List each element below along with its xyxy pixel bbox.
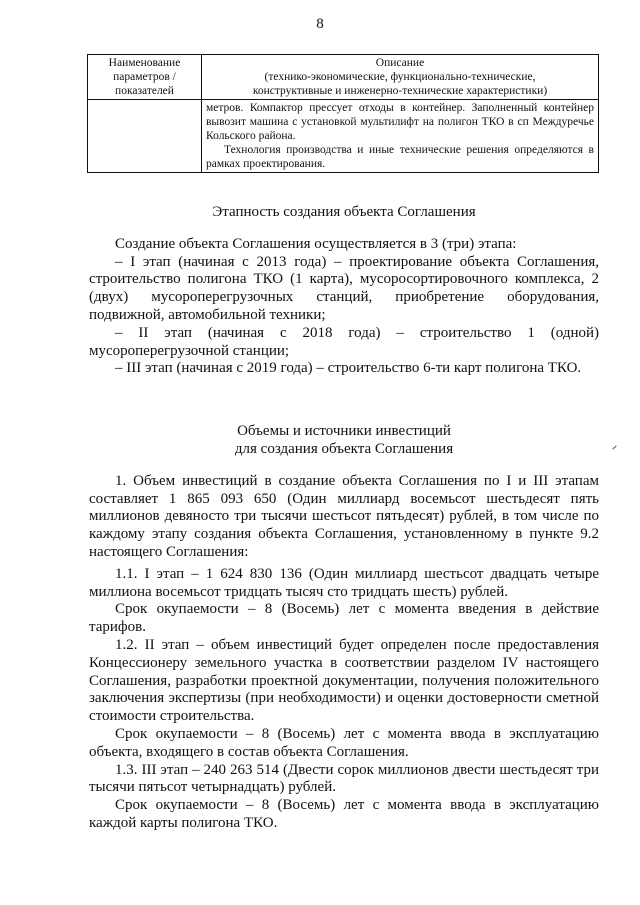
cell-paragraph: метров. Компактор прессует отходы в контейнер. Заполненный контейнер вывозит машина с установкой мультилифт на полигон ТКО в сп Междуречье Кольского района. <box>206 102 594 142</box>
paragraph: Срок окупаемости – 8 (Восемь) лет с момента введения в действие тарифов. <box>89 601 599 636</box>
table-header-row <box>88 55 599 100</box>
header-line: показателей <box>115 85 174 97</box>
table-row <box>88 100 599 173</box>
paragraph: 1. Объем инвестиций в создание объекта Соглашения по I и III этапам составляет 1 865 093 650 (Один миллиард восемьсот шестьдесят пять миллионов девяносто три тысячи шестьсот пятьдесят) рублей, в том числе по каждому этапу создания объекта Соглашения, установленному в пункте 9.2 настоящего Соглашения: <box>89 472 599 560</box>
header-line: конструктивные и инженерно-технические характеристики) <box>252 85 548 97</box>
paragraph: 1.1. I этап – 1 624 830 136 (Один миллиард шестьсот двадцать четыре миллиона восемьсот тридцать тысяч сто тридцать шесть) рублей. <box>89 565 599 600</box>
header-line: параметров / <box>113 71 176 83</box>
paragraph: Срок окупаемости – 8 (Восемь) лет с момента ввода в эксплуатацию объекта, входящего в состав объекта Соглашения. <box>89 725 599 760</box>
header-cell-description <box>202 55 599 100</box>
document-body <box>89 204 599 833</box>
row-cell-parameter <box>88 100 202 173</box>
list-item: – I этап (начиная с 2013 года) – проектирование объекта Соглашения, строительство полигона ТКО (1 карта), мусоросортировочного комплекса, 2 (двух) мусороперегрузочных станций, приобретение оборудования, подвижной, автомобильной техники; <box>89 253 599 323</box>
list-item: – III этап (начиная с 2019 года) – строительство 6-ти карт полигона ТКО. <box>115 360 582 377</box>
spec-table <box>87 54 599 173</box>
margin-mark <box>612 446 616 450</box>
page-number: 8 <box>316 16 324 32</box>
section-title-stages: Этапность создания объекта Соглашения <box>212 204 476 220</box>
paragraph: 1.2. II этап – объем инвестиций будет определен после предоставления Концессионеру земельного участка в соответствии разделом IV настоящего Соглашения, разработки проектной документации, получения положительного заключения экспертизы (при необходимости) и оценки достоверности сметной стоимости строительства. <box>89 636 599 725</box>
paragraph: Создание объекта Соглашения осуществляется в 3 (три) этапа: <box>115 235 517 252</box>
paragraph: Срок окупаемости – 8 (Восемь) лет с момента ввода в эксплуатацию каждой карты полигона ТКО. <box>89 797 599 831</box>
row-cell-description <box>202 100 599 173</box>
header-line: Наименование <box>108 57 181 69</box>
list-item: – II этап (начиная с 2018 года) – строительство 1 (одной) мусороперегрузочной станции; <box>89 324 599 359</box>
header-line: (технико-экономические, функционально-технические, <box>264 71 536 83</box>
cell-paragraph: Технология производства и иные технические решения определяются в рамках проектирования. <box>206 144 594 170</box>
section-title-investments: Объемы и источники инвестиций <box>237 423 451 440</box>
section-title-investments-line2: для создания объекта Соглашения <box>234 440 454 457</box>
paragraph: 1.3. III этап – 240 263 514 (Двести сорок миллионов двести шестьдесят три тысячи пятьсот четырнадцать) рублей. <box>89 761 599 796</box>
header-line: Описание <box>375 57 425 69</box>
header-cell-parameters <box>88 55 202 100</box>
